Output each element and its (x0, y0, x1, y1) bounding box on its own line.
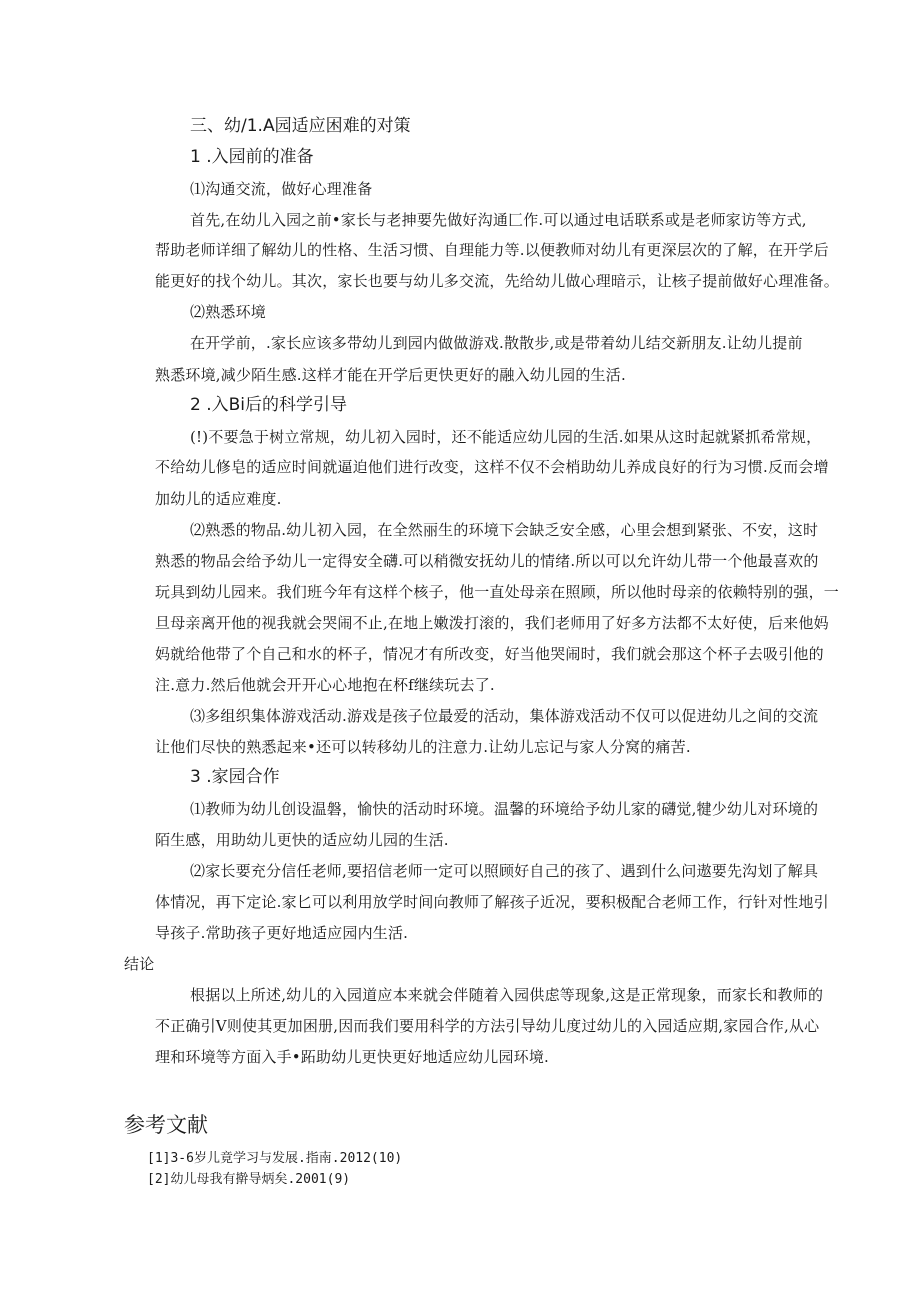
paragraph-line: 不正确引V则使其更加困册,因而我们要用科学的方法引导幼儿度过幼儿的入园适应期,家园合作,从心 (155, 1017, 820, 1035)
paragraph-line: 理和环境等方面入手•跖助幼儿更快更好地适应幼儿园环境. (155, 1048, 550, 1066)
reference-item: [2]幼儿母我有擀导炳矣.2001(9) (147, 1172, 351, 1187)
paragraph-line: 根据以上所述,幼儿的入园道应本来就会伴随着入园供虑等现象,这是正常现象，而家长和教师的 (190, 986, 824, 1004)
paragraph-line: 不给幼儿修皂的适应时间就逼迫他们进行改变，这样不仅不会梢助幼儿养成良好的行为习惯.反而会增 (155, 458, 829, 476)
subsection-title: 1 .入园前的准备 (190, 147, 314, 167)
paragraph-line: 旦母亲离开他的视我就会哭闹不止,在地上嫩泼打滚的，我们老师用了好多方法都不太好使，后来他妈 (155, 614, 829, 632)
subsection-title: 3 .家园合作 (190, 767, 280, 787)
paragraph-line: 帮助老师详细了解幼儿的性格、生活习惯、自理能力等.以便教师对幼儿有更深层次的了解，在开学后 (155, 241, 829, 259)
paragraph-line: ⑵熟悉的物品.幼儿初入园，在全然丽生的环境下会缺乏安全感，心里会想到紧张、不安，这时 (190, 521, 819, 539)
item-label: ⑴沟通交流，做好心理准备 (190, 180, 373, 198)
paragraph-line: 玩具到幼儿园来。我们班今年有这样个核子，他一直处母亲在照顾，所以他时母亲的依赖特别的强，一 (155, 583, 840, 601)
paragraph-line: 在开学前，.家长应该多带幼儿到园内做做游戏.散散步,或是带着幼儿结交新朋友.让幼儿提前 (190, 334, 803, 352)
subsection-title: 2 .入Bi后的科学引导 (190, 395, 348, 415)
paragraph-line: 陌生感，用助幼儿更快的适应幼儿园的生活. (155, 831, 449, 849)
paragraph-line: (!)不要急于树立常规，幼儿初入园时，还不能适应幼儿园的生活.如果从这时起就紧抓希常规， (190, 428, 822, 446)
conclusion-title: 结论 (124, 955, 155, 973)
reference-item: [1]3-6岁儿竟学习与发展.指南.2012(10) (147, 1151, 403, 1166)
section-heading: 三、幼/1.A园适应困难的对策 (190, 116, 411, 136)
paragraph-line: 首先,在幼儿入园之前•家长与老抻要先做好沟通匚作.可以通过电话联系或是老师家访等方式, (190, 211, 807, 229)
paragraph-line: 注.意力.然后他就会开开心心地抱在杯f继续玩去了. (155, 676, 495, 694)
paragraph-line: 导孩子.常助孩子更好地适应园内生活. (155, 924, 409, 942)
paragraph-line: 让他们尽快的熟悉起来•还可以转移幼儿的注意力.让幼儿忘记与家人分窝的痛苦. (155, 738, 691, 756)
paragraph-line: 体情况，再下定论.家匕可以利用放学时间向教师了解孩子近况，要积极配合老师工作，行针对性地引 (155, 893, 829, 911)
paragraph-line: 熟悉环境,减少陌生感.这样才能在开学后更快更好的融入幼儿园的生活. (155, 366, 626, 384)
paragraph-line: ⑵家长要充分信任老师,要招信老师一定可以照顾好自己的孩了、遇到什么问遨要先沟划了解具 (190, 862, 819, 880)
paragraph-line: ⑴教师为幼儿创设温磐，愉快的活动时环境。温馨的环境给予幼儿家的礴觉,犍少幼儿对环境的 (190, 800, 819, 818)
paragraph-line: ⑶多组织集体游戏活动.游戏是孩子位最爱的活动，集体游戏活动不仅可以促进幼儿之间的交流 (190, 707, 819, 725)
item-label: ⑵熟悉环境 (190, 303, 267, 321)
paragraph-line: 加幼儿的适应难度. (155, 490, 282, 508)
paragraph-line: 妈就给他带了个自己和水的杯子，情况才有所改变，好当他哭闹时，我们就会那这个杯子去吸引他的 (155, 645, 824, 663)
paragraph-line: 能更好的找个幼儿。其次，家长也要与幼儿多交流，先给幼儿做心理暗示，让核子提前做好心理准备。 (155, 272, 840, 290)
paragraph-line: 熟悉的物品会给予幼儿一定得安全礴.可以稍微安抚幼儿的情绪.所以可以允许幼儿带一个他最喜欢的 (155, 552, 819, 570)
references-title: 参考文献 (124, 1113, 208, 1137)
